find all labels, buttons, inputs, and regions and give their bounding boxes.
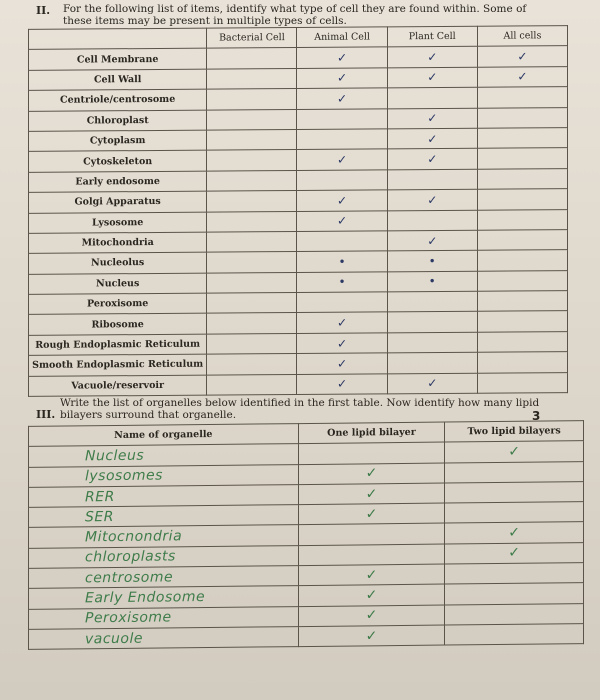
cell-type-mark [297, 231, 387, 252]
cell-type-mark [297, 129, 387, 150]
handwritten-organelle-name: vacuole [29, 627, 299, 650]
cell-type-mark: ✓ [297, 353, 387, 374]
organelle-name: Early endosome [29, 171, 207, 193]
cell-type-mark: ✓ [477, 66, 567, 87]
handwritten-organelle-name: Nucleus [29, 444, 299, 467]
cell-type-mark [207, 211, 297, 232]
handwritten-organelle-name: Peroxisome [29, 606, 299, 629]
two-bilayers-mark [445, 502, 584, 524]
cell-type-mark: • [297, 272, 387, 293]
header-bacterial-cell: Bacterial Cell [207, 28, 297, 49]
cell-type-mark [477, 331, 567, 352]
cell-type-mark [477, 230, 567, 251]
organelle-name: Peroxisome [29, 293, 207, 315]
header-item [29, 28, 207, 50]
organelle-name: Nucleolus [29, 252, 207, 274]
handwritten-organelle-name: centrosome [29, 566, 299, 589]
cell-type-mark [207, 272, 297, 293]
organelle-name: Smooth Endoplasmic Reticulum [29, 354, 207, 376]
cell-type-mark [387, 332, 477, 353]
cell-type-mark [477, 87, 567, 108]
cell-type-mark: ✓ [297, 333, 387, 354]
two-bilayers-mark: ✓ [445, 441, 584, 463]
cell-type-mark [387, 291, 477, 312]
two-bilayers-mark [445, 603, 584, 625]
cell-type-mark: ✓ [387, 230, 477, 251]
handwritten-organelle-name: Mitocnondria [29, 525, 299, 548]
cell-type-mark: • [387, 271, 477, 292]
cell-type-mark: ✓ [387, 47, 477, 68]
cell-type-mark [477, 209, 567, 230]
one-bilayer-mark [298, 442, 445, 464]
cell-type-mark [387, 169, 477, 190]
cell-type-mark: ✓ [387, 67, 477, 88]
lipid-bilayer-table [28, 420, 584, 650]
cell-type-mark: ✓ [297, 88, 387, 109]
handwritten-organelle-name: lysosomes [29, 464, 299, 487]
cell-type-mark [207, 109, 297, 130]
organelle-name: Ribosome [29, 314, 207, 336]
organelle-name: Cell Membrane [29, 49, 207, 71]
cell-type-mark [387, 312, 477, 333]
cell-type-table [28, 25, 568, 397]
handwritten-annotation: 3 [532, 409, 541, 423]
handwritten-organelle-name: RER [29, 484, 299, 507]
one-bilayer-mark: ✓ [298, 584, 445, 606]
header-two-lipid-bilayers: Two lipid bilayers [445, 421, 584, 443]
two-bilayers-mark [445, 563, 584, 585]
cell-type-mark [387, 87, 477, 108]
cell-type-mark [297, 108, 387, 129]
header-organelle-name: Name of organelle [29, 424, 299, 447]
one-bilayer-mark: ✓ [298, 463, 445, 485]
cell-type-row [29, 372, 568, 396]
header-animal-cell: Animal Cell [297, 27, 387, 48]
two-bilayers-mark: ✓ [445, 542, 584, 564]
cell-type-mark [207, 170, 297, 191]
cell-type-mark [207, 354, 297, 375]
organelle-name: Vacuole/reservoir [29, 375, 207, 397]
one-bilayer-mark: ✓ [298, 483, 445, 505]
organelle-name: Golgi Apparatus [29, 191, 207, 213]
header-one-lipid-bilayer: One lipid bilayer [298, 422, 445, 444]
organelle-name: Cytoskeleton [29, 150, 207, 172]
cell-type-mark [477, 372, 567, 393]
cell-type-mark [207, 150, 297, 171]
section-3-instructions: Write the list of organelles below identified in the first table. Now identify how many lipid bilayers surround that organelle. [60, 397, 540, 421]
cell-type-mark: ✓ [387, 149, 477, 170]
cell-type-mark [207, 333, 297, 354]
one-bilayer-mark: ✓ [298, 605, 445, 627]
cell-type-mark [477, 270, 567, 291]
organelle-name: Cytoplasm [29, 130, 207, 152]
handwritten-organelle-name: chloroplasts [29, 545, 299, 568]
cell-type-mark: ✓ [297, 149, 387, 170]
organelle-name: Centriole/centrosome [29, 89, 207, 111]
cell-type-mark [207, 374, 297, 395]
section-3-number: III. [36, 408, 56, 421]
cell-type-mark [207, 68, 297, 89]
cell-type-mark [477, 168, 567, 189]
cell-type-mark [477, 311, 567, 332]
cell-type-mark: ✓ [297, 374, 387, 395]
one-bilayer-mark: ✓ [298, 564, 445, 586]
cell-type-mark [477, 250, 567, 271]
section-2-number: II. [36, 4, 51, 17]
cell-type-mark: ✓ [387, 189, 477, 210]
handwritten-organelle-name: SER [29, 505, 299, 528]
cell-type-mark: ✓ [477, 46, 567, 67]
cell-type-mark [207, 191, 297, 212]
cell-type-mark [297, 170, 387, 191]
cell-type-mark [477, 352, 567, 373]
cell-type-mark [387, 210, 477, 231]
section-2-instructions: For the following list of items, identify what type of cell they are found within. Some of these items may be present in multiple types of cells. [63, 3, 527, 27]
cell-type-mark: ✓ [297, 312, 387, 333]
one-bilayer-mark: ✓ [298, 503, 445, 525]
header-plant-cell: Plant Cell [387, 26, 477, 47]
organelle-name: Mitochondria [29, 232, 207, 254]
cell-type-mark [207, 252, 297, 273]
two-bilayers-mark: ✓ [445, 522, 584, 544]
two-bilayers-mark [445, 481, 584, 503]
cell-type-mark: • [387, 251, 477, 272]
cell-type-mark [477, 189, 567, 210]
cell-type-mark [207, 48, 297, 69]
cell-type-mark [477, 107, 567, 128]
two-bilayers-mark [445, 461, 584, 483]
organelle-name: Nucleus [29, 273, 207, 295]
one-bilayer-mark: ✓ [298, 625, 445, 647]
cell-type-mark [477, 148, 567, 169]
cell-type-mark [207, 313, 297, 334]
cell-type-mark [477, 128, 567, 149]
one-bilayer-mark [298, 544, 445, 566]
cell-type-mark: ✓ [387, 108, 477, 129]
cell-type-mark: ✓ [297, 68, 387, 89]
cell-type-mark [207, 129, 297, 150]
organelle-name: Lysosome [29, 212, 207, 234]
handwritten-organelle-name: Early Endosome [29, 586, 299, 609]
organelle-name: Rough Endoplasmic Reticulum [29, 334, 207, 356]
cell-type-mark: • [297, 251, 387, 272]
two-bilayers-mark [445, 624, 584, 646]
organelle-name: Chloroplast [29, 110, 207, 132]
cell-type-mark [297, 292, 387, 313]
cell-type-mark [477, 291, 567, 312]
cell-type-mark: ✓ [297, 210, 387, 231]
one-bilayer-mark [298, 524, 445, 546]
cell-type-mark [207, 89, 297, 110]
cell-type-mark: ✓ [297, 47, 387, 68]
organelle-name: Cell Wall [29, 69, 207, 91]
two-bilayers-mark [445, 583, 584, 605]
cell-type-mark: ✓ [297, 190, 387, 211]
cell-type-mark [387, 352, 477, 373]
cell-type-mark [207, 293, 297, 314]
cell-type-mark: ✓ [387, 373, 477, 394]
header-all-cells: All cells [477, 26, 567, 47]
cell-type-mark [207, 231, 297, 252]
cell-type-mark: ✓ [387, 128, 477, 149]
